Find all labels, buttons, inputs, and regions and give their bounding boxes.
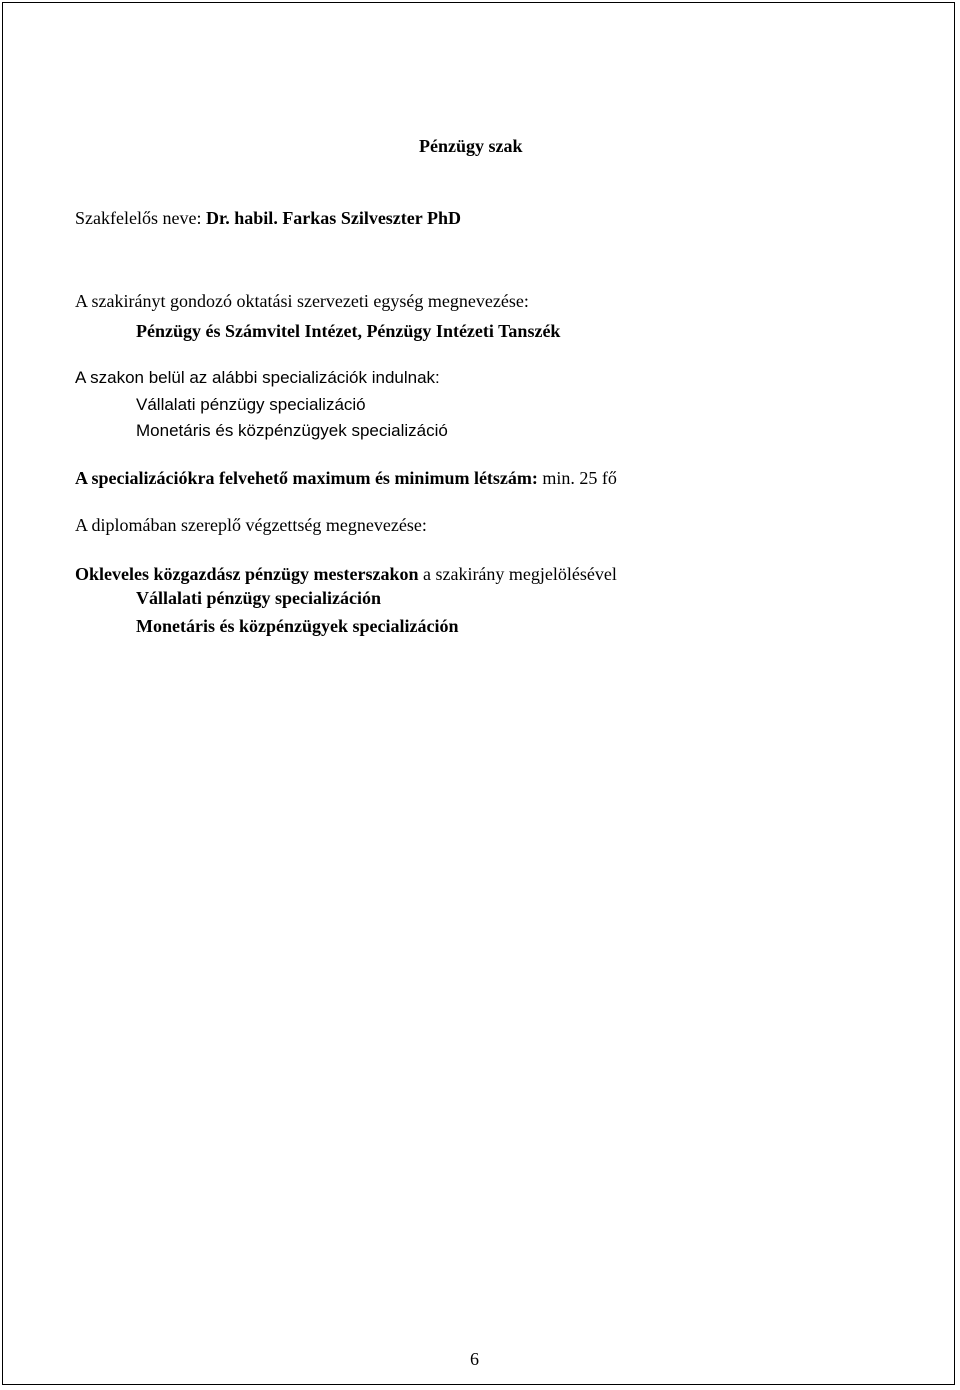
responsible-label: Szakfelelős neve: — [75, 208, 206, 228]
capacity-label: A specializációkra felvehető maximum és minimum létszám: — [75, 468, 538, 488]
unit-name: Pénzügy és Számvitel Intézet, Pénzügy Intézeti Tanszék — [136, 321, 561, 341]
page-title: Pénzügy szak — [419, 136, 523, 156]
specialization-item: Monetáris és közpénzügyek specializáció — [136, 421, 448, 440]
degree-specialization: Vállalati pénzügy specializáción — [136, 588, 381, 608]
degree-suffix: a szakirány megjelölésével — [418, 564, 617, 584]
specializations-intro: A szakon belül az alábbi specializációk indulnak: — [75, 368, 440, 387]
responsible-name: Dr. habil. Farkas Szilveszter PhD — [205, 208, 461, 228]
degree-specialization: Monetáris és közpénzügyek specializáción — [136, 616, 459, 636]
unit-label: A szakirányt gondozó oktatási szervezeti egység megnevezése: — [75, 291, 529, 311]
diploma-label: A diplomában szereplő végzettség megnevezése: — [75, 515, 427, 535]
capacity-line — [75, 467, 617, 489]
degree-name: Okleveles közgazdász pénzügy mesterszakon — [75, 564, 419, 584]
specialization-item: Vállalati pénzügy specializáció — [136, 395, 366, 414]
page-number: 6 — [470, 1349, 479, 1369]
responsible-line — [75, 207, 461, 229]
capacity-value: min. 25 fő — [537, 468, 617, 488]
degree-line — [75, 563, 617, 585]
